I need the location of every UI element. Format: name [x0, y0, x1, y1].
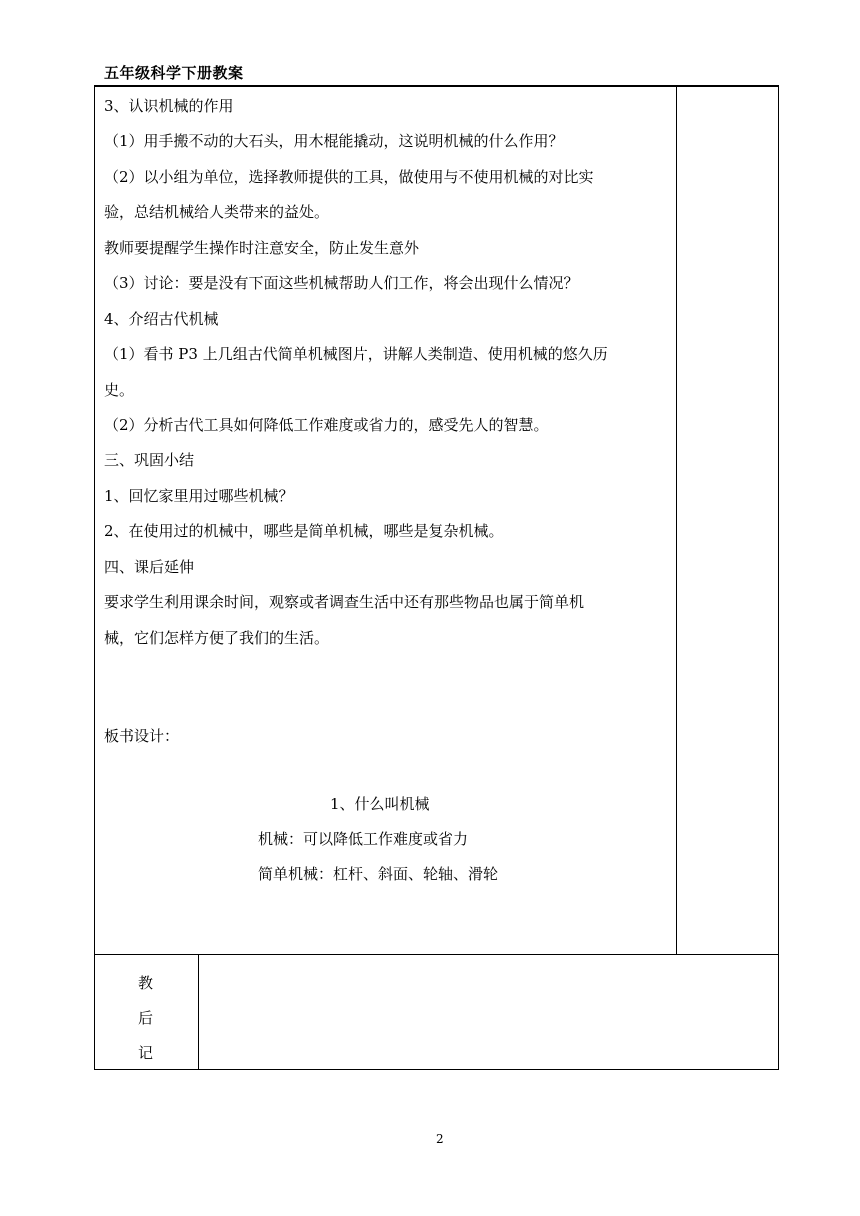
- page-number: 2: [436, 1132, 444, 1146]
- text-line: 史。: [104, 381, 135, 399]
- text-line: 要求学生利用课余时间，观察或者调查生活中还有那些物品也属于简单机: [104, 593, 585, 611]
- text-line: 4、介绍古代机械: [104, 310, 219, 328]
- text-line: 3、认识机械的作用: [104, 97, 234, 115]
- board-simple-machines: 简单机械：杠杆、斜面、轮轴、滑轮: [258, 865, 499, 883]
- text-line: （3）讨论：要是没有下面这些机械帮助人们工作，将会出现什么情况？: [104, 274, 579, 292]
- post-lesson-label-char: 后: [138, 1009, 154, 1027]
- text-line: 四、课后延伸: [104, 558, 195, 576]
- text-line: （2）以小组为单位，选择教师提供的工具，做使用与不使用机械的对比实: [104, 168, 594, 186]
- board-design-label: 板书设计：: [104, 727, 180, 745]
- text-line: 教师要提醒学生操作时注意安全，防止发生意外: [104, 239, 420, 257]
- text-line: 验，总结机械给人类带来的益处。: [104, 203, 330, 221]
- board-title: 1、什么叫机械: [330, 795, 430, 813]
- board-definition: 机械：可以降低工作难度或省力: [258, 830, 469, 848]
- text-line: 1、回忆家里用过哪些机械？: [104, 487, 294, 505]
- text-line: （2）分析古代工具如何降低工作难度或省力的，感受先人的智慧。: [104, 416, 549, 434]
- notes-column-divider: [676, 86, 677, 954]
- text-line: （1）看书 P3 上几组古代简单机械图片，讲解人类制造、使用机械的悠久历: [104, 345, 608, 363]
- document-header-title: 五年级科学下册教案: [104, 64, 244, 82]
- text-line: 2、在使用过的机械中，哪些是简单机械，哪些是复杂机械。: [104, 522, 504, 540]
- post-lesson-label-char: 教: [138, 974, 154, 992]
- text-line: （1）用手搬不动的大石头，用木棍能撬动，这说明机械的什么作用？: [104, 132, 564, 150]
- text-line: 三、巩固小结: [104, 451, 195, 469]
- post-lesson-notes-divider: [198, 955, 199, 1069]
- post-lesson-notes-row: [94, 954, 779, 1070]
- text-line: 械，它们怎样方便了我们的生活。: [104, 629, 330, 647]
- post-lesson-label-char: 记: [138, 1044, 154, 1062]
